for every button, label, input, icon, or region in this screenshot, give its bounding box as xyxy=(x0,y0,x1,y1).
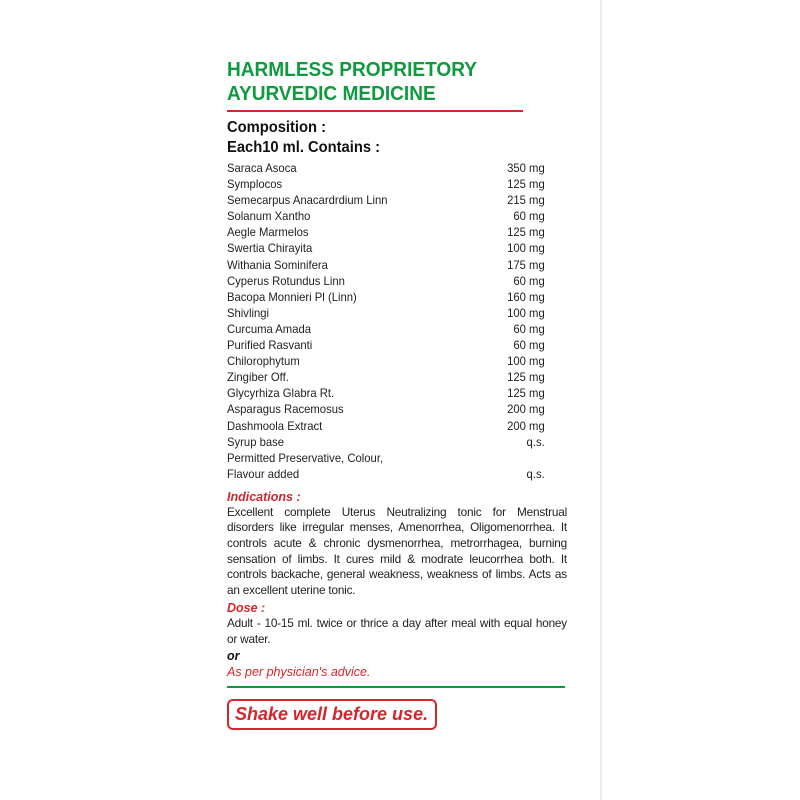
ingredient-row xyxy=(227,160,545,176)
ingredient-amount: 160 mg xyxy=(507,289,545,304)
ingredient-name: Chilorophytum xyxy=(227,354,300,369)
ingredient-amount: 60 mg xyxy=(513,338,545,353)
ingredient-amount: 60 mg xyxy=(513,321,545,336)
title-line-1: HARMLESS PROPRIETORY xyxy=(227,58,477,81)
panel-edge xyxy=(600,0,602,800)
physician-advice: As per physician's advice. xyxy=(227,664,371,679)
ingredient-name: Semecarpus Anacardrdium Linn xyxy=(227,193,388,208)
product-label xyxy=(227,58,567,730)
ingredient-name: Saraca Asoca xyxy=(227,161,297,175)
ingredient-amount: 100 mg xyxy=(507,241,545,256)
ingredient-amount: 125 mg xyxy=(507,177,545,192)
ingredient-name: Asparagus Racemosus xyxy=(227,402,344,417)
preservative-line-2: Flavour added xyxy=(227,466,300,481)
bottom-divider xyxy=(227,686,565,688)
ingredient-amount: 125 mg xyxy=(507,386,545,401)
ingredient-name: Bacopa Monnieri Pl (Linn) xyxy=(227,289,357,304)
ingredient-row xyxy=(227,192,545,208)
ingredient-amount: 200 mg xyxy=(507,402,545,417)
ingredient-row xyxy=(227,273,545,289)
ingredient-amount: 175 mg xyxy=(507,257,545,272)
ingredient-row xyxy=(227,353,545,369)
composition-heading: Composition : xyxy=(227,119,326,136)
ingredient-name: Zingiber Off. xyxy=(227,370,289,385)
ingredient-name: Purified Rasvanti xyxy=(227,338,313,353)
ingredient-amount: 350 mg xyxy=(507,161,545,175)
ingredient-name: Swertia Chirayita xyxy=(227,241,313,256)
ingredient-name: Symplocos xyxy=(227,177,283,192)
ingredient-amount: 100 mg xyxy=(507,354,545,369)
ingredient-amount: 200 mg xyxy=(507,418,545,433)
ingredient-name: Aegle Marmelos xyxy=(227,225,309,240)
ingredient-amount: 125 mg xyxy=(507,225,545,240)
ingredient-name: Syrup base xyxy=(227,434,285,449)
ingredient-row xyxy=(227,434,545,450)
dose-text: Adult - 10-15 ml. twice or thrice a day after meal with equal honey or water. xyxy=(227,616,567,647)
preservative-amount: q.s. xyxy=(526,466,545,481)
ingredient-amount: 215 mg xyxy=(507,193,545,208)
preservative-row xyxy=(227,466,545,482)
ingredient-row xyxy=(227,369,545,385)
ingredient-row xyxy=(227,289,545,305)
ingredient-amount: 60 mg xyxy=(513,273,545,288)
indications-heading: Indications : xyxy=(227,489,301,504)
indications-text: Excellent complete Uterus Neutralizing tonic for Menstrual disorders like irregular menses, Amenorrhea, Oligomenorrhea. It controls acute & chronic dysmenorrhea, metrorrhagea, burning sensation of limbs. It cures mild & modrate leucorrhea both. It controls backache, general weakness, weakness of limbs. Acts as an excellent uterine tonic. xyxy=(227,504,567,597)
ingredient-amount: 60 mg xyxy=(513,209,545,224)
ingredient-row xyxy=(227,176,545,192)
ingredient-amount: 125 mg xyxy=(507,370,545,385)
title-line-2: AYURVEDIC MEDICINE xyxy=(227,82,436,105)
ingredient-name: Glycyrhiza Glabra Rt. xyxy=(227,386,335,401)
preservative-line-1: Permitted Preservative, Colour, xyxy=(227,450,384,465)
ingredient-row xyxy=(227,208,545,224)
ingredient-row xyxy=(227,401,545,417)
ingredient-name: Dashmoola Extract xyxy=(227,418,323,433)
ingredient-amount: 100 mg xyxy=(507,305,545,320)
title-divider xyxy=(227,110,523,112)
ingredient-name: Cyperus Rotundus Linn xyxy=(227,273,345,288)
ingredient-name: Solanum Xantho xyxy=(227,209,311,224)
shake-warning-text: Shake well before use. xyxy=(235,703,429,724)
ingredient-amount: q.s. xyxy=(526,434,545,449)
ingredient-row xyxy=(227,337,545,353)
ingredient-row xyxy=(227,385,545,401)
ingredient-row xyxy=(227,321,545,337)
composition-subheading: Each10 ml. Contains : xyxy=(227,139,381,156)
ingredient-row xyxy=(227,224,545,240)
shake-warning-box xyxy=(227,699,437,730)
ingredient-row xyxy=(227,418,545,434)
ingredient-row xyxy=(227,305,545,321)
ingredient-name: Shivlingi xyxy=(227,305,270,320)
ingredient-row xyxy=(227,257,545,273)
dose-heading: Dose : xyxy=(227,601,266,616)
ingredient-name: Curcuma Amada xyxy=(227,321,312,336)
ingredient-row xyxy=(227,240,545,256)
ingredient-list xyxy=(227,160,545,450)
ingredient-name: Withania Sominifera xyxy=(227,257,328,272)
or-text: or xyxy=(227,648,240,663)
